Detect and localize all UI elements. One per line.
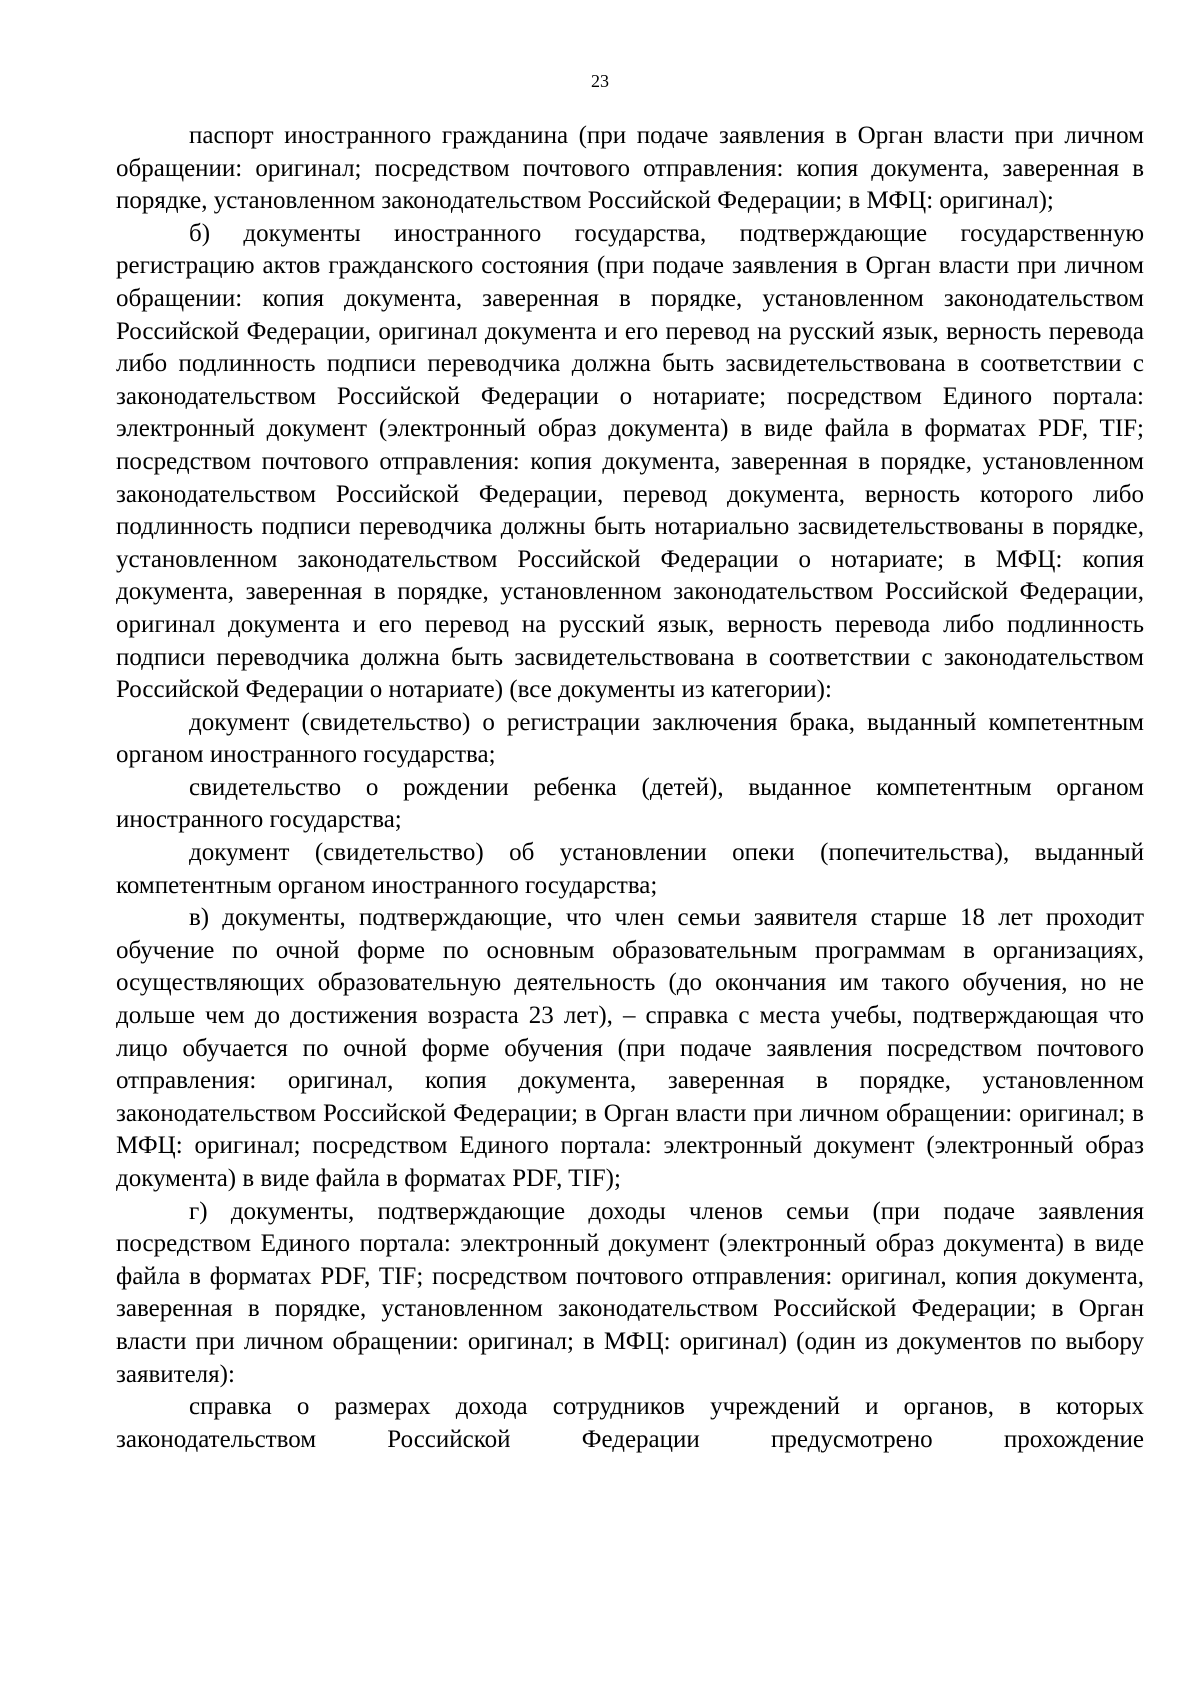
paragraph-birth-certificate: свидетельство о рождении ребенка (детей), выданное компетентным органом иностранного государства; [116,773,1144,834]
paragraph-passport: паспорт иностранного гражданина (при подаче заявления в Орган власти при личном обращении: оригинал; посредством почтового отправления: копия документа, заверенная в порядке, установленном законодательством Российской Федерации; в МФЦ: оригинал); [116,122,1144,215]
paragraph-v-education-documents: в) документы, подтверждающие, что член семьи заявителя старше 18 лет проходит обучение по очной форме по основным образовательным программам в организациях, осуществляющих образовательную деятельность (до окончания им такого обучения, но не дольше чем до достижения возраста 23 лет), – справка с места учебы, подтверждающая что лицо обучается по очной форме обучения (при подаче заявления посредством почтового отправления: оригинал, копия документа, заверенная в порядке, установленном законодательством Российской Федерации; в Орган власти при личном обращении: оригинал; в МФЦ: оригинал; посредством Единого портала: электронный документ (электронный образ документа) в виде файла в форматах PDF, TIF); [116,904,1144,1192]
paragraph-income-certificate: справка о размерах дохода сотрудников учреждений и органов, в которых законодательством Российской Федерации предусмотрено прохождение [116,1393,1144,1453]
page-number: 23 [591,71,609,91]
paragraph-b-foreign-documents: б) документы иностранного государства, подтверждающие государственную регистрацию актов гражданского состояния (при подаче заявления в Орган власти при личном обращении: копия документа, заверенная в порядке, установленном законодательством Российской Федерации, оригинал документа и его перевод на русский язык, верность перевода либо подлинность подписи переводчика должна быть засвидетельствована в соответствии с законодательством Российской Федерации о нотариате; посредством Единого портала: электронный документ (электронный образ документа) в виде файла в форматах PDF, TIF; посредством почтового отправления: копия документа, заверенная в порядке, установленном законодательством Российской Федерации, перевод документа, верность которого либо подлинность подписи переводчика должны быть нотариально засвидетельствованы в порядке, установленном законодательством Российской Федерации о нотариате; в МФЦ: копия документа, заверенная в порядке, установленном законодательством Российской Федерации, оригинал документа и его перевод на русский язык, верность перевода либо подлинность подписи переводчика должна быть засвидетельствована в соответствии с законодательством Российской Федерации о нотариате) (все документы из категории): [116,219,1144,704]
paragraph-g-income-documents: г) документы, подтверждающие доходы членов семьи (при подаче заявления посредством Единого портала: электронный документ (электронный образ документа) в виде файла в форматах PDF, TIF; посредством почтового отправления: оригинал, копия документа, заверенная в порядке, установленном законодательством Российской Федерации; в Орган власти при личном обращении: оригинал; в МФЦ: оригинал) (один из документов по выбору заявителя): [116,1197,1144,1388]
paragraph-guardianship-certificate: документ (свидетельство) об установлении опеки (попечительства), выданный компетентным органом иностранного государства; [116,839,1144,899]
paragraph-marriage-certificate: документ (свидетельство) о регистрации заключения брака, выданный компетентным органом иностранного государства; [116,708,1144,769]
document-body [116,120,1144,1456]
